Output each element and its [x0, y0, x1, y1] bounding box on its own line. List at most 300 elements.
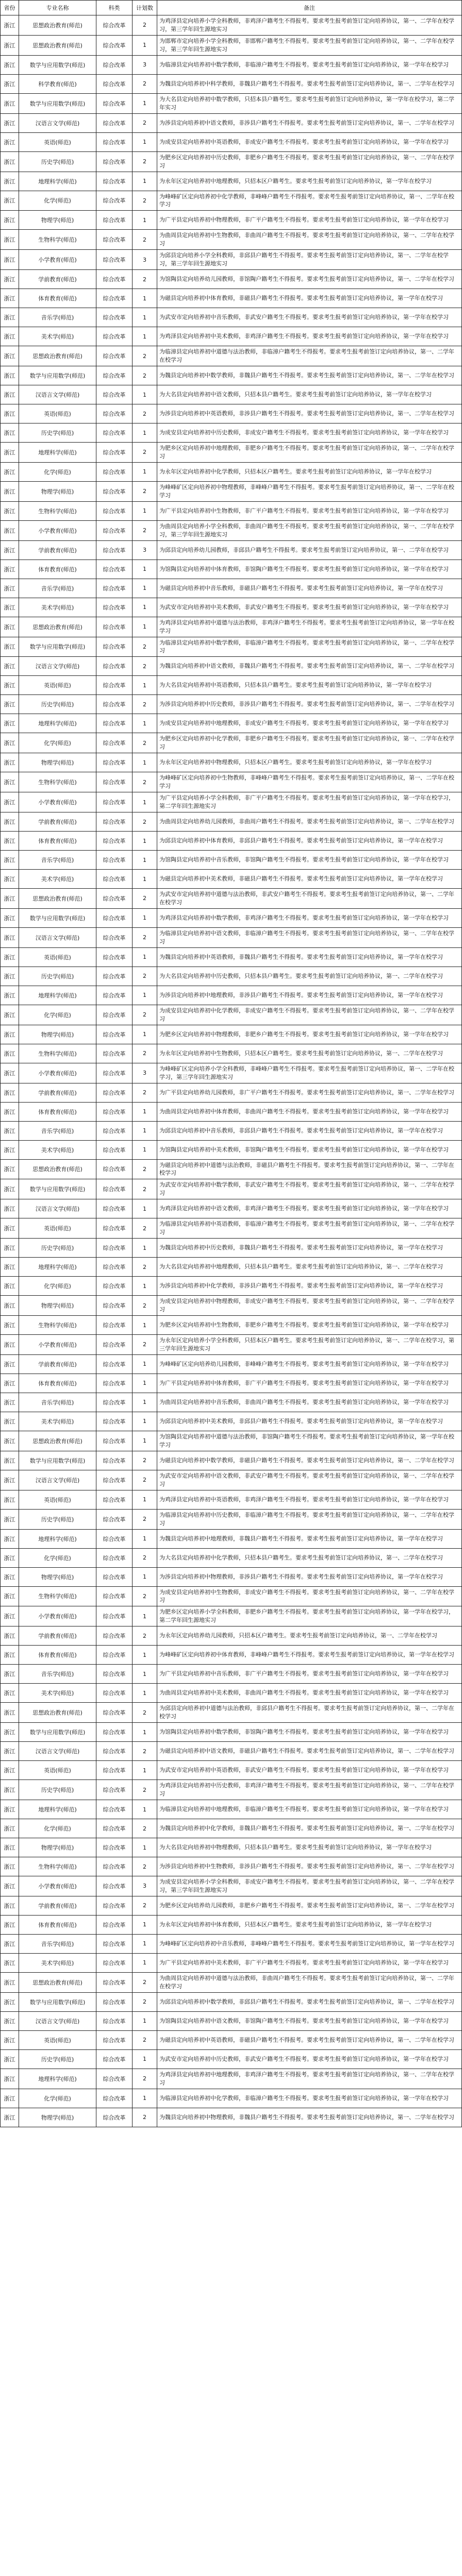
- cell-category: 综合改革: [96, 889, 133, 909]
- cell-major: 地理科学(师范): [19, 986, 96, 1005]
- cell-note: 为磁县定向培养初中英语教师，非磁县户籍考生不得报考。要求考生报考前签订定向培养协议，第一、二学年在校学习: [157, 2030, 462, 2049]
- cell-category: 综合改革: [96, 1876, 133, 1896]
- cell-note: 为邯郸市定向培养小学全科教师，非邯郸户籍考生不得报考。要求考生报考前签订定向培养协议，第一、二学年在校学习，第三学年回生源地实习: [157, 35, 462, 55]
- cell-province: 浙江: [1, 1606, 19, 1626]
- cell-note: 为曲周县定向培养幼儿园教师，非曲周户籍考生不得报考。要求考生报考前签订定向培养协议，第一、二学年在校学习: [157, 812, 462, 832]
- cell-note: 为大名县定向培养初中化学教师，只招本县户籍考生。要求考生报考前签订定向培养协议，第一、二学年在校学习: [157, 1548, 462, 1567]
- table-row: [1, 1044, 462, 1063]
- cell-province: 浙江: [1, 1393, 19, 1412]
- cell-province: 浙江: [1, 733, 19, 753]
- cell-note: 为大名县定向培养初中物理教师，只招本县户籍考生。要求考生报考前签订定向培养协议，第一学年在校学习: [157, 1838, 462, 1857]
- cell-plan-count: 1: [133, 676, 157, 695]
- cell-plan-count: 1: [133, 792, 157, 812]
- cell-note: 为武安市定向培养初中道德与法治教师，非武安户籍考生不得报考。要求考生报考前签订定向培养协议，第一、二学年在校学习: [157, 889, 462, 909]
- table-row: [1, 15, 462, 36]
- cell-major: 思想政治教育(师范): [19, 889, 96, 909]
- cell-category: 综合改革: [96, 1548, 133, 1567]
- cell-plan-count: 1: [133, 2049, 157, 2069]
- cell-note: 为肥乡区定向培养小学全科教师，非肥乡户籍考生不得报考。要求考生报考前签订定向培养协议，第一学年在校学习，第二学年回生源地实习: [157, 1606, 462, 1626]
- cell-major: 历史学(师范): [19, 1509, 96, 1529]
- table-row: [1, 598, 462, 617]
- cell-province: 浙江: [1, 1431, 19, 1451]
- cell-major: 化学(师范): [19, 191, 96, 211]
- cell-major: 历史学(师范): [19, 1239, 96, 1258]
- cell-category: 综合改革: [96, 1646, 133, 1665]
- cell-note: 为广平县定向培养小学全科教师，非广平户籍考生不得报考。要求考生报考前签订定向培养协议，第一学年在校学习，第二学年回生源地实习: [157, 792, 462, 812]
- cell-province: 浙江: [1, 289, 19, 308]
- cell-note: 为峰峰矿区定向培养初中体育教师，非峰峰户籍考生不得报考。要求考生报考前签订定向培养协议，第一学年在校学习: [157, 1646, 462, 1665]
- cell-note: 为魏县定向培养初中历史教师，非魏县户籍考生不得报考。要求考生报考前签订定向培养协议，第一学年在校学习: [157, 1239, 462, 1258]
- cell-major: 化学(师范): [19, 1819, 96, 1838]
- cell-note: 为鸡泽县定向培养初中地理教师，非鸡泽户籍考生不得报考。要求考生报考前签订定向培养协议，第一、二学年在校学习: [157, 2069, 462, 2089]
- cell-province: 浙江: [1, 462, 19, 481]
- cell-note: 为永年区定向培养初中体育教师，只招本区户籍考生。要求考生报考前签订定向培养协议，第一学年在校学习: [157, 1915, 462, 1934]
- cell-category: 综合改革: [96, 1102, 133, 1121]
- header-plan-count: 计划数: [133, 1, 157, 15]
- cell-category: 综合改革: [96, 93, 133, 113]
- table-row: [1, 55, 462, 74]
- table-row: [1, 2030, 462, 2049]
- cell-note: 为武安市定向培养初中美术教师，非武安户籍考生不得报考。要求考生报考前签订定向培养协议，第一学年在校学习: [157, 598, 462, 617]
- cell-category: 综合改革: [96, 151, 133, 172]
- cell-plan-count: 3: [133, 1063, 157, 1083]
- cell-major: 思想政治教育(师范): [19, 15, 96, 36]
- cell-province: 浙江: [1, 851, 19, 870]
- cell-province: 浙江: [1, 1218, 19, 1239]
- table-row: [1, 327, 462, 346]
- cell-category: 综合改革: [96, 2108, 133, 2127]
- cell-plan-count: 2: [133, 967, 157, 986]
- header-category: 科类: [96, 1, 133, 15]
- cell-major: 思想政治教育(师范): [19, 35, 96, 55]
- header-major: 专业名称: [19, 1, 96, 15]
- cell-note: 为馆陶县定向培养幼儿园教师，非馆陶户籍考生不得报考。要求考生报考前签订定向培养协议，第一、二学年在校学习: [157, 270, 462, 289]
- cell-plan-count: 1: [133, 1684, 157, 1703]
- cell-province: 浙江: [1, 1548, 19, 1567]
- table-row: [1, 1723, 462, 1742]
- cell-category: 综合改革: [96, 1025, 133, 1044]
- table-row: [1, 1876, 462, 1896]
- cell-plan-count: 1: [133, 462, 157, 481]
- cell-plan-count: 1: [133, 1723, 157, 1742]
- cell-plan-count: 1: [133, 1529, 157, 1548]
- cell-plan-count: 1: [133, 1140, 157, 1159]
- cell-major: 地理科学(师范): [19, 714, 96, 733]
- cell-category: 综合改革: [96, 1451, 133, 1470]
- table-row: [1, 695, 462, 714]
- cell-plan-count: 2: [133, 2108, 157, 2127]
- cell-note: 为广平县定向培养初中美术教师，非广平户籍考生不得报考。要求考生报考前签订定向培养协议，第一学年在校学习: [157, 1953, 462, 1972]
- cell-province: 浙江: [1, 695, 19, 714]
- table-row: [1, 308, 462, 327]
- cell-category: 综合改革: [96, 812, 133, 832]
- cell-plan-count: 1: [133, 1761, 157, 1780]
- cell-province: 浙江: [1, 2030, 19, 2049]
- cell-note: 为磁县定向培养初中数学教师，非磁县户籍考生不得报考。要求考生报考前签订定向培养协议，第一、二学年在校学习: [157, 1451, 462, 1470]
- cell-note: 为魏县定向培养初中英语教师，非魏县户籍考生不得报考。要求考生报考前签订定向培养协议，第一学年在校学习: [157, 947, 462, 967]
- cell-plan-count: 1: [133, 1646, 157, 1665]
- cell-plan-count: 1: [133, 2089, 157, 2108]
- cell-major: 汉语言文学(师范): [19, 113, 96, 132]
- cell-major: 生物科学(师范): [19, 1586, 96, 1606]
- cell-plan-count: 1: [133, 132, 157, 151]
- cell-note: 为鸡泽县定向培养初中英语教师，非鸡泽户籍考生不得报考。要求考生报考前签订定向培养协议，第一学年在校学习: [157, 1490, 462, 1509]
- cell-major: 体育教育(师范): [19, 289, 96, 308]
- cell-note: 为磁县定向培养初中体育教师，非磁县户籍考生不得报考。要求考生报考前签订定向培养协议，第一学年在校学习: [157, 289, 462, 308]
- cell-plan-count: 2: [133, 1703, 157, 1723]
- table-row: [1, 1199, 462, 1218]
- cell-plan-count: 1: [133, 1665, 157, 1684]
- cell-plan-count: 2: [133, 151, 157, 172]
- table-body: [1, 15, 462, 2127]
- cell-category: 综合改革: [96, 191, 133, 211]
- table-row: [1, 1857, 462, 1876]
- cell-major: 体育教育(师范): [19, 832, 96, 851]
- cell-category: 综合改革: [96, 1953, 133, 1972]
- cell-province: 浙江: [1, 35, 19, 55]
- cell-province: 浙江: [1, 812, 19, 832]
- cell-province: 浙江: [1, 1451, 19, 1470]
- table-row: [1, 1586, 462, 1606]
- cell-province: 浙江: [1, 1335, 19, 1355]
- cell-plan-count: 2: [133, 1179, 157, 1199]
- cell-major: 音乐学(师范): [19, 579, 96, 598]
- table-row: [1, 1140, 462, 1159]
- cell-major: 小学教育(师范): [19, 1606, 96, 1626]
- cell-plan-count: 1: [133, 560, 157, 579]
- cell-plan-count: 2: [133, 1258, 157, 1277]
- cell-plan-count: 1: [133, 93, 157, 113]
- table-row: [1, 540, 462, 560]
- cell-category: 综合改革: [96, 423, 133, 443]
- table-row: [1, 1567, 462, 1586]
- cell-plan-count: 2: [133, 1335, 157, 1355]
- cell-province: 浙江: [1, 1140, 19, 1159]
- table-row: [1, 617, 462, 637]
- cell-province: 浙江: [1, 927, 19, 947]
- cell-province: 浙江: [1, 657, 19, 676]
- cell-major: 思想政治教育(师范): [19, 1972, 96, 1992]
- cell-note: 为武安市定向培养初中语文教师，非武安户籍考生不得报考。要求考生报考前签订定向培养协议，第一、二学年在校学习: [157, 1470, 462, 1490]
- table-row: [1, 1992, 462, 2011]
- cell-category: 综合改革: [96, 1992, 133, 2011]
- cell-note: 为涉县定向培养初中地理教师，非涉县户籍考生不得报考。要求考生报考前签订定向培养协议，第一学年在校学习: [157, 986, 462, 1005]
- cell-category: 综合改革: [96, 1665, 133, 1684]
- table-row: [1, 947, 462, 967]
- cell-major: 汉语言文学(师范): [19, 657, 96, 676]
- cell-plan-count: 1: [133, 947, 157, 967]
- cell-major: 学前教育(师范): [19, 812, 96, 832]
- cell-category: 综合改革: [96, 1412, 133, 1431]
- table-row: [1, 423, 462, 443]
- cell-province: 浙江: [1, 501, 19, 520]
- cell-province: 浙江: [1, 540, 19, 560]
- cell-plan-count: 2: [133, 113, 157, 132]
- cell-note: 为馆陶县定向培养初中语文教师，非馆陶户籍考生不得报考。要求考生报考前签订定向培养协议，第一学年在校学习: [157, 2011, 462, 2030]
- table-row: [1, 637, 462, 657]
- cell-note: 为邱县定向培养小学全科教师，非邱县户籍考生不得报考。要求考生报考前签订定向培养协议，第一、二学年在校学习，第三学年回生源地实习: [157, 250, 462, 270]
- cell-plan-count: 1: [133, 1277, 157, 1296]
- table-row: [1, 462, 462, 481]
- cell-note: 为临漳县定向培养初中化学教师，非临漳户籍考生不得报考。要求考生报考前签订定向培养协议，第一学年在校学习: [157, 2089, 462, 2108]
- cell-note: 为临漳县定向培养初中语文教师，非临漳户籍考生不得报考。要求考生报考前签订定向培养协议，第一、二学年在校学习: [157, 927, 462, 947]
- table-row: [1, 657, 462, 676]
- cell-category: 综合改革: [96, 637, 133, 657]
- table-row: [1, 1915, 462, 1934]
- cell-note: 为磁县定向培养初中语文教师，非磁县户籍考生不得报考。要求考生报考前签订定向培养协议，第一、二学年在校学习: [157, 1742, 462, 1761]
- table-row: [1, 986, 462, 1005]
- cell-major: 历史学(师范): [19, 2049, 96, 2069]
- table-row: [1, 191, 462, 211]
- cell-note: 为武安市定向培养初中数学教师，非武安户籍考生不得报考。要求考生报考前签订定向培养协议，第一、二学年在校学习: [157, 1179, 462, 1199]
- cell-note: 为大名县定向培养初中数学教师，只招本县户籍考生。要求考生报考前签订定向培养协议，第一学年在校学习，第二学年实习: [157, 93, 462, 113]
- table-row: [1, 1896, 462, 1915]
- cell-note: 为曲周县定向培养初中生物教师，非曲周户籍考生不得报考。要求考生报考前签订定向培养协议，第一、二学年在校学习: [157, 230, 462, 250]
- cell-category: 综合改革: [96, 1218, 133, 1239]
- cell-note: 为大名县定向培养初中历史教师，只招本县户籍考生。要求考生报考前签订定向培养协议，第一、二学年在校学习: [157, 967, 462, 986]
- cell-major: 地理科学(师范): [19, 1800, 96, 1819]
- cell-plan-count: 3: [133, 1876, 157, 1896]
- cell-category: 综合改革: [96, 1354, 133, 1374]
- cell-province: 浙江: [1, 1239, 19, 1258]
- cell-note: 为魏县定向培养初中化学教师，非魏县户籍考生不得报考。要求考生报考前签订定向培养协议，第一、二学年在校学习: [157, 1819, 462, 1838]
- cell-province: 浙江: [1, 1258, 19, 1277]
- cell-note: 为广平县定向培养初中音乐教师，非广平户籍考生不得报考。要求考生报考前签订定向培养协议，第一学年在校学习: [157, 1665, 462, 1684]
- cell-province: 浙江: [1, 385, 19, 404]
- cell-note: 为大名县定向培养初中英语教师，只招本县户籍考生。要求考生报考前签订定向培养协议，第一学年在校学习: [157, 676, 462, 695]
- table-row: [1, 967, 462, 986]
- cell-major: 体育教育(师范): [19, 1374, 96, 1393]
- cell-plan-count: 2: [133, 74, 157, 93]
- cell-major: 物理学(师范): [19, 1567, 96, 1586]
- cell-note: 为临漳县定向培养初中地理教师，非临漳户籍考生不得报考。要求考生报考前签订定向培养协议，第一学年在校学习: [157, 1800, 462, 1819]
- cell-category: 综合改革: [96, 462, 133, 481]
- cell-province: 浙江: [1, 1083, 19, 1102]
- cell-plan-count: 2: [133, 366, 157, 385]
- cell-plan-count: 2: [133, 889, 157, 909]
- table-row: [1, 579, 462, 598]
- table-row: [1, 1218, 462, 1239]
- table-row: [1, 1684, 462, 1703]
- cell-province: 浙江: [1, 1296, 19, 1316]
- table-row: [1, 1646, 462, 1665]
- cell-plan-count: 1: [133, 1800, 157, 1819]
- cell-major: 小学教育(师范): [19, 250, 96, 270]
- cell-plan-count: 1: [133, 1393, 157, 1412]
- cell-note: 为魏县定向培养初中科学教师，非魏县户籍考生不得报考。要求考生报考前签订定向培养协议，第一、二学年在校学习: [157, 74, 462, 93]
- table-row: [1, 1063, 462, 1083]
- cell-category: 综合改革: [96, 1819, 133, 1838]
- table-row: [1, 1742, 462, 1761]
- cell-category: 综合改革: [96, 986, 133, 1005]
- cell-major: 学前教育(师范): [19, 540, 96, 560]
- cell-major: 历史学(师范): [19, 151, 96, 172]
- table-row: [1, 1335, 462, 1355]
- cell-major: 学前教育(师范): [19, 1083, 96, 1102]
- cell-note: 为永年区定向培养初中物理教师，只招本区户籍考生。要求考生报考前签订定向培养协议，第一学年在校学习: [157, 753, 462, 772]
- cell-province: 浙江: [1, 832, 19, 851]
- cell-category: 综合改革: [96, 1239, 133, 1258]
- table-row: [1, 93, 462, 113]
- table-row: [1, 230, 462, 250]
- table-row: [1, 832, 462, 851]
- cell-category: 综合改革: [96, 1393, 133, 1412]
- cell-note: 为临漳县定向培养初中历史教师，非临漳户籍考生不得报考。要求考生报考前签订定向培养协议，第一、二学年在校学习: [157, 1509, 462, 1529]
- header-province: 省份: [1, 1, 19, 15]
- table-row: [1, 1239, 462, 1258]
- cell-note: 为鸡泽县定向培养初中历史教师，非鸡泽户籍考生不得报考。要求考生报考前签订定向培养协议，第一、二学年在校学习: [157, 1780, 462, 1800]
- cell-note: 为广平县定向培养初中体育教师，非广平户籍考生不得报考。要求考生报考前签订定向培养协议，第一学年在校学习: [157, 1374, 462, 1393]
- table-row: [1, 1470, 462, 1490]
- cell-note: 为峰峰矿区定向培养初中化学教师，非峰峰户籍考生不得报考。要求考生报考前签订定向培养协议，第一、二学年在校学习: [157, 191, 462, 211]
- table-row: [1, 1179, 462, 1199]
- cell-plan-count: 1: [133, 172, 157, 191]
- cell-plan-count: 1: [133, 986, 157, 1005]
- table-row: [1, 2108, 462, 2127]
- cell-plan-count: 2: [133, 772, 157, 792]
- cell-province: 浙江: [1, 1703, 19, 1723]
- cell-province: 浙江: [1, 947, 19, 967]
- cell-province: 浙江: [1, 250, 19, 270]
- table-row: [1, 927, 462, 947]
- cell-category: 综合改革: [96, 1896, 133, 1915]
- cell-category: 综合改革: [96, 230, 133, 250]
- cell-major: 体育教育(师范): [19, 1102, 96, 1121]
- cell-major: 汉语言文学(师范): [19, 1199, 96, 1218]
- cell-province: 浙江: [1, 211, 19, 230]
- cell-province: 浙江: [1, 1953, 19, 1972]
- cell-major: 小学教育(师范): [19, 1335, 96, 1355]
- cell-province: 浙江: [1, 1567, 19, 1586]
- cell-category: 综合改革: [96, 657, 133, 676]
- cell-category: 综合改革: [96, 1934, 133, 1953]
- cell-major: 学前教育(师范): [19, 270, 96, 289]
- cell-note: 为峰峰矿区定向培养幼儿园教师，非峰峰户籍考生不得报考。要求考生报考前签订定向培养协议，第一学年在校学习: [157, 1354, 462, 1374]
- cell-note: 为邱县定向培养幼儿园教师，非邱县户籍考生不得报考。要求考生报考前签订定向培养协议，第一、二学年在校学习: [157, 540, 462, 560]
- cell-major: 地理科学(师范): [19, 443, 96, 463]
- cell-province: 浙江: [1, 74, 19, 93]
- cell-plan-count: 1: [133, 385, 157, 404]
- cell-province: 浙江: [1, 560, 19, 579]
- cell-plan-count: 2: [133, 1972, 157, 1992]
- cell-note: 为邱县定向培养初中道德与法治教师，非邱县户籍考生不得报考。要求考生报考前签订定向培养协议，第一、二学年在校学习: [157, 1703, 462, 1723]
- cell-category: 综合改革: [96, 1723, 133, 1742]
- cell-major: 美术学(师范): [19, 1684, 96, 1703]
- cell-note: 为成安县定向培养初中化学教师，非成安户籍考生不得报考。要求考生报考前签订定向培养协议，第一、二学年在校学习: [157, 1005, 462, 1025]
- table-row: [1, 366, 462, 385]
- cell-category: 综合改革: [96, 540, 133, 560]
- cell-note: 为大名县定向培养初中地理教师，只招本县户籍考生。要求考生报考前签订定向培养协议，第一、二学年在校学习: [157, 1258, 462, 1277]
- cell-major: 化学(师范): [19, 1277, 96, 1296]
- cell-major: 美术学(师范): [19, 327, 96, 346]
- table-row: [1, 211, 462, 230]
- cell-major: 汉语言文学(师范): [19, 1470, 96, 1490]
- cell-major: 科学教育(师范): [19, 74, 96, 93]
- cell-province: 浙江: [1, 1586, 19, 1606]
- cell-major: 化学(师范): [19, 2089, 96, 2108]
- cell-plan-count: 1: [133, 908, 157, 927]
- cell-category: 综合改革: [96, 714, 133, 733]
- cell-major: 思想政治教育(师范): [19, 1159, 96, 1179]
- cell-category: 综合改革: [96, 404, 133, 423]
- cell-category: 综合改革: [96, 1915, 133, 1934]
- cell-category: 综合改革: [96, 908, 133, 927]
- table-row: [1, 1431, 462, 1451]
- cell-category: 综合改革: [96, 927, 133, 947]
- cell-category: 综合改革: [96, 35, 133, 55]
- table-row: [1, 346, 462, 366]
- cell-major: 生物科学(师范): [19, 1857, 96, 1876]
- cell-plan-count: 2: [133, 1159, 157, 1179]
- cell-plan-count: 2: [133, 1819, 157, 1838]
- cell-province: 浙江: [1, 132, 19, 151]
- cell-major: 思想政治教育(师范): [19, 1431, 96, 1451]
- cell-province: 浙江: [1, 1876, 19, 1896]
- cell-category: 综合改革: [96, 55, 133, 74]
- table-row: [1, 35, 462, 55]
- cell-province: 浙江: [1, 404, 19, 423]
- cell-plan-count: 2: [133, 1451, 157, 1470]
- cell-category: 综合改革: [96, 327, 133, 346]
- cell-plan-count: 1: [133, 35, 157, 55]
- cell-major: 地理科学(师范): [19, 1258, 96, 1277]
- cell-province: 浙江: [1, 113, 19, 132]
- cell-major: 地理科学(师范): [19, 1529, 96, 1548]
- table-row: [1, 908, 462, 927]
- cell-category: 综合改革: [96, 481, 133, 501]
- cell-plan-count: 2: [133, 481, 157, 501]
- cell-province: 浙江: [1, 1102, 19, 1121]
- cell-category: 综合改革: [96, 1626, 133, 1646]
- cell-province: 浙江: [1, 423, 19, 443]
- cell-province: 浙江: [1, 1626, 19, 1646]
- table-row: [1, 1838, 462, 1857]
- cell-major: 英语(师范): [19, 1218, 96, 1239]
- cell-category: 综合改革: [96, 2089, 133, 2108]
- cell-plan-count: 1: [133, 753, 157, 772]
- cell-note: 为临漳县定向培养初中数学教师，非临漳户籍考生不得报考。要求考生报考前签订定向培养协议，第一学年在校学习: [157, 55, 462, 74]
- cell-plan-count: 1: [133, 1316, 157, 1335]
- cell-plan-count: 1: [133, 1354, 157, 1374]
- cell-category: 综合改革: [96, 1780, 133, 1800]
- cell-note: 为武安市定向培养初中音乐教师，非武安户籍考生不得报考。要求考生报考前签订定向培养协议，第一学年在校学习: [157, 308, 462, 327]
- cell-plan-count: 2: [133, 1992, 157, 2011]
- table-row: [1, 1490, 462, 1509]
- cell-province: 浙江: [1, 1412, 19, 1431]
- cell-note: 为馆陶县定向培养初中音乐教师，非馆陶户籍考生不得报考。要求考生报考前签订定向培养协议，第一学年在校学习: [157, 851, 462, 870]
- cell-category: 综合改革: [96, 753, 133, 772]
- cell-note: 为永年区定向培养幼儿园教师，只招本区户籍考生。要求考生报考前签订定向培养协议，第一、二学年在校学习: [157, 1626, 462, 1646]
- cell-plan-count: 1: [133, 617, 157, 637]
- table-row: [1, 172, 462, 191]
- cell-major: 历史学(师范): [19, 967, 96, 986]
- cell-province: 浙江: [1, 1665, 19, 1684]
- cell-major: 音乐学(师范): [19, 1121, 96, 1140]
- table-row: [1, 151, 462, 172]
- cell-major: 美术学(师范): [19, 870, 96, 889]
- cell-province: 浙江: [1, 2069, 19, 2089]
- cell-major: 思想政治教育(师范): [19, 617, 96, 637]
- cell-plan-count: 2: [133, 812, 157, 832]
- table-row: [1, 812, 462, 832]
- cell-major: 英语(师范): [19, 2030, 96, 2049]
- cell-note: 为成安县定向培养小学全科教师，非成安户籍考生不得报考。要求考生报考前签订定向培养协议，第一、二学年在校学习，第三学年回生源地实习: [157, 1876, 462, 1896]
- cell-major: 音乐学(师范): [19, 851, 96, 870]
- cell-major: 美术学(师范): [19, 1412, 96, 1431]
- cell-category: 综合改革: [96, 1586, 133, 1606]
- cell-major: 历史学(师范): [19, 423, 96, 443]
- cell-province: 浙江: [1, 870, 19, 889]
